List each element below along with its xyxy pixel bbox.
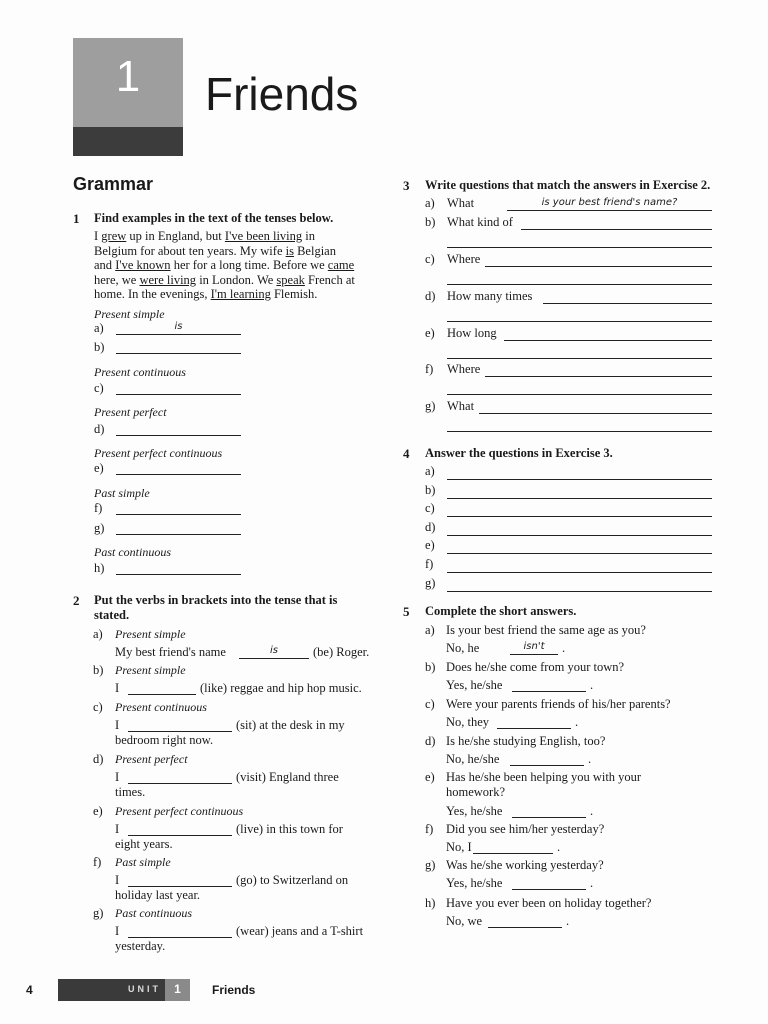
passage-text: Belgium for about ten years. My wife: [94, 243, 286, 258]
footer-unit-bar: [58, 979, 190, 1001]
unit-number: 1: [115, 52, 141, 101]
passage-text: in London. We: [196, 272, 277, 287]
exercise-2-number: 2: [73, 593, 80, 608]
item-label: c): [425, 697, 435, 711]
sentence-end: (like) reggae and hip hop music.: [200, 681, 362, 695]
answer-line[interactable]: [128, 694, 196, 695]
sentence-start: I: [115, 924, 120, 938]
item-label: e): [425, 770, 435, 784]
answer-line[interactable]: [239, 658, 309, 659]
tense-label: Present simple: [115, 663, 186, 677]
answer-line[interactable]: [116, 394, 241, 395]
exercise-3-number: 3: [403, 178, 410, 193]
exercise-4-number: 4: [403, 446, 410, 461]
unit-box-band: [73, 127, 183, 156]
answer-line[interactable]: [485, 266, 712, 267]
item-label: f): [93, 855, 102, 869]
item-label: c): [425, 252, 435, 266]
answer-period: .: [588, 752, 592, 766]
tense-label: Past continuous: [94, 545, 171, 559]
question-start: How many times: [447, 289, 533, 303]
underlined-verb: I'm learning: [210, 287, 271, 301]
tense-label: Present perfect continuous: [115, 804, 244, 818]
question-start: What kind of: [447, 215, 513, 229]
handwritten-answer: is your best friend's name?: [541, 197, 678, 208]
handwritten-answer: isn't: [523, 641, 545, 652]
section-title: Grammar: [73, 174, 154, 194]
answer-line[interactable]: [447, 479, 712, 480]
item-label: d): [93, 752, 104, 766]
exercise-3-heading: Write questions that match the answers in Exercise 2.: [425, 178, 711, 192]
sentence-start: I: [115, 873, 120, 887]
tense-label: Past simple: [94, 486, 150, 500]
sentence-start: My best friend's name: [115, 645, 226, 659]
question-start: What: [447, 196, 475, 210]
underlined-verb: I've been living: [224, 229, 303, 243]
sentence-end: (visit) England three: [236, 770, 339, 784]
question-text: Does he/she come from your town?: [446, 660, 625, 674]
item-label: g): [425, 575, 436, 590]
item-label: g): [425, 399, 436, 413]
item-label: c): [425, 501, 435, 516]
item-label: c): [94, 381, 104, 395]
item-label: e): [425, 538, 435, 553]
exercise-2-heading-cont: stated.: [94, 608, 130, 622]
item-label: a): [425, 196, 435, 210]
tense-label: Present continuous: [94, 365, 186, 379]
question-text: Is your best friend the same age as you?: [446, 623, 646, 637]
answer-start: No, I: [446, 840, 472, 854]
item-label: h): [94, 561, 105, 575]
answer-line[interactable]: [447, 498, 712, 499]
answer-line[interactable]: [128, 886, 232, 887]
item-label: b): [93, 663, 104, 677]
item-label: b): [94, 340, 105, 354]
sentence-end: (wear) jeans and a T-shirt: [236, 924, 364, 938]
exercise-5-number: 5: [403, 604, 410, 619]
answer-line[interactable]: [504, 340, 712, 341]
sentence-start: I: [115, 718, 120, 732]
answer-start: Yes, he/she: [446, 678, 503, 692]
tense-label: Past continuous: [115, 906, 192, 920]
answer-line[interactable]: [447, 431, 712, 432]
question-text: Did you see him/her yesterday?: [446, 822, 605, 836]
answer-line[interactable]: [512, 691, 586, 692]
answer-line[interactable]: [512, 817, 586, 818]
answer-line[interactable]: [128, 835, 232, 836]
passage-text: French at: [304, 272, 355, 287]
answer-line[interactable]: [485, 376, 712, 377]
item-label: b): [425, 660, 436, 674]
answer-line[interactable]: [447, 591, 712, 592]
sentence-end: (live) in this town for: [236, 822, 343, 836]
answer-period: .: [562, 641, 566, 655]
item-label: h): [425, 896, 436, 910]
passage-text: Belgian: [293, 243, 336, 258]
answer-line[interactable]: [473, 853, 553, 854]
unit-title: Friends: [205, 68, 359, 120]
item-label: a): [425, 623, 435, 637]
unit-number-box: [73, 38, 183, 156]
sentence-continuation: holiday last year.: [115, 888, 201, 902]
passage-text: here, we: [94, 272, 140, 287]
item-label: d): [425, 519, 436, 534]
item-label: d): [94, 422, 105, 436]
passage-text: in: [302, 229, 315, 243]
handwritten-answer: is: [270, 645, 278, 656]
exercise-4-heading: Answer the questions in Exercise 3.: [425, 446, 613, 460]
item-label: e): [94, 461, 104, 475]
answer-line[interactable]: [488, 927, 562, 928]
underlined-verb: came: [327, 258, 355, 272]
answer-line[interactable]: [116, 534, 241, 535]
answer-line[interactable]: [510, 654, 558, 655]
tense-label: Past simple: [115, 855, 171, 869]
answer-start: No, we: [446, 914, 483, 928]
question-text: Is he/she studying English, too?: [446, 734, 606, 748]
answer-line[interactable]: [510, 765, 584, 766]
handwritten-answer: is: [174, 321, 183, 332]
question-text-cont: homework?: [446, 785, 506, 799]
exercise-5-heading: Complete the short answers.: [425, 604, 577, 618]
tense-label: Present perfect: [94, 405, 167, 419]
question-text: Were your parents friends of his/her parents?: [446, 697, 671, 711]
sentence-continuation: times.: [115, 785, 146, 799]
answer-line[interactable]: [447, 535, 712, 536]
underlined-verb: grew: [101, 229, 127, 243]
page-number: 4: [26, 983, 33, 997]
item-label: b): [425, 215, 436, 229]
exercise-1-passage: [94, 229, 394, 302]
sentence-continuation: eight years.: [115, 837, 173, 851]
passage-text: and: [94, 258, 116, 272]
sentence-end: (sit) at the desk in my: [236, 718, 345, 732]
answer-line[interactable]: [116, 514, 241, 515]
sentence-continuation: yesterday.: [115, 939, 166, 953]
question-start: Where: [447, 252, 481, 266]
item-label: f): [425, 362, 434, 376]
question-text: Have you ever been on holiday together?: [446, 896, 652, 910]
item-label: a): [94, 321, 104, 335]
sentence-start: I: [115, 822, 120, 836]
answer-line[interactable]: [447, 516, 712, 517]
tense-label: Present continuous: [115, 700, 207, 714]
answer-start: Yes, he/she: [446, 876, 503, 890]
sentence-continuation: bedroom right now.: [115, 733, 214, 747]
answer-line[interactable]: [447, 284, 712, 285]
item-label: f): [94, 501, 103, 515]
answer-line[interactable]: [447, 358, 712, 359]
passage-text: her for a long time. Before we: [170, 258, 328, 272]
answer-line[interactable]: [512, 889, 586, 890]
tense-label: Present perfect: [115, 752, 188, 766]
answer-line[interactable]: [521, 229, 712, 230]
answer-line[interactable]: [447, 394, 712, 395]
item-label: b): [425, 482, 436, 497]
answer-line[interactable]: [116, 353, 241, 354]
underlined-verb: were living: [139, 272, 197, 287]
sentence-start: I: [115, 681, 120, 695]
footer-title: Friends: [212, 983, 256, 997]
answer-line[interactable]: [447, 321, 712, 322]
item-label: f): [425, 822, 434, 836]
answer-line[interactable]: [116, 334, 241, 335]
passage-text: Flemish.: [270, 287, 318, 301]
answer-start: No, he: [446, 641, 480, 655]
answer-period: .: [566, 914, 570, 928]
item-label: d): [425, 289, 436, 303]
item-label: g): [94, 521, 105, 535]
question-text: Has he/she been helping you with your: [446, 770, 642, 784]
underlined-verb: I've known: [115, 258, 171, 272]
answer-start: No, they: [446, 715, 490, 729]
answer-line[interactable]: [447, 553, 712, 554]
item-label: e): [93, 804, 103, 818]
tense-label: Present simple: [94, 307, 165, 321]
tense-label: Present simple: [115, 627, 186, 641]
answer-line[interactable]: [497, 728, 571, 729]
answer-line[interactable]: [447, 572, 712, 573]
answer-line[interactable]: [479, 413, 712, 414]
item-label: g): [93, 906, 104, 920]
answer-start: Yes, he/she: [446, 804, 503, 818]
item-label: a): [93, 627, 103, 641]
passage-text: up in England, but: [126, 229, 225, 243]
question-start: How long: [447, 326, 497, 340]
sentence-end: (be) Roger.: [313, 645, 370, 659]
answer-line[interactable]: [128, 937, 232, 938]
sentence-start: I: [115, 770, 120, 784]
item-label: d): [425, 734, 436, 748]
item-label: c): [93, 700, 103, 714]
answer-line[interactable]: [116, 574, 241, 575]
answer-period: .: [575, 715, 579, 729]
answer-period: .: [590, 876, 594, 890]
question-text: Was he/she working yesterday?: [446, 858, 604, 872]
answer-line[interactable]: [116, 474, 241, 475]
item-label: g): [425, 858, 436, 872]
underlined-verb: speak: [276, 272, 305, 287]
answer-period: .: [590, 804, 594, 818]
item-label: e): [425, 326, 435, 340]
tense-label: Present perfect continuous: [94, 446, 223, 460]
answer-line[interactable]: [128, 731, 232, 732]
answer-line[interactable]: [447, 247, 712, 248]
answer-line[interactable]: [507, 210, 712, 211]
question-start: What: [447, 399, 475, 413]
answer-start: No, he/she: [446, 752, 500, 766]
exercise-1-heading: Find examples in the text of the tenses below.: [94, 211, 334, 225]
answer-line[interactable]: [116, 435, 241, 436]
underlined-verb: is: [285, 243, 294, 258]
passage-text: I: [94, 229, 102, 243]
exercise-2-heading: Put the verbs in brackets into the tense that is: [94, 593, 338, 607]
answer-period: .: [557, 840, 561, 854]
answer-line[interactable]: [543, 303, 712, 304]
footer-unit-label: UNIT: [128, 984, 161, 994]
passage-text: home. In the evenings,: [94, 287, 211, 301]
exercise-1-number: 1: [73, 211, 80, 226]
item-label: a): [425, 464, 435, 478]
item-label: f): [425, 557, 434, 571]
footer-unit-number: 1: [174, 982, 181, 996]
answer-period: .: [590, 678, 594, 692]
question-start: Where: [447, 362, 481, 376]
sentence-end: (go) to Switzerland on: [236, 873, 349, 887]
answer-line[interactable]: [128, 783, 232, 784]
